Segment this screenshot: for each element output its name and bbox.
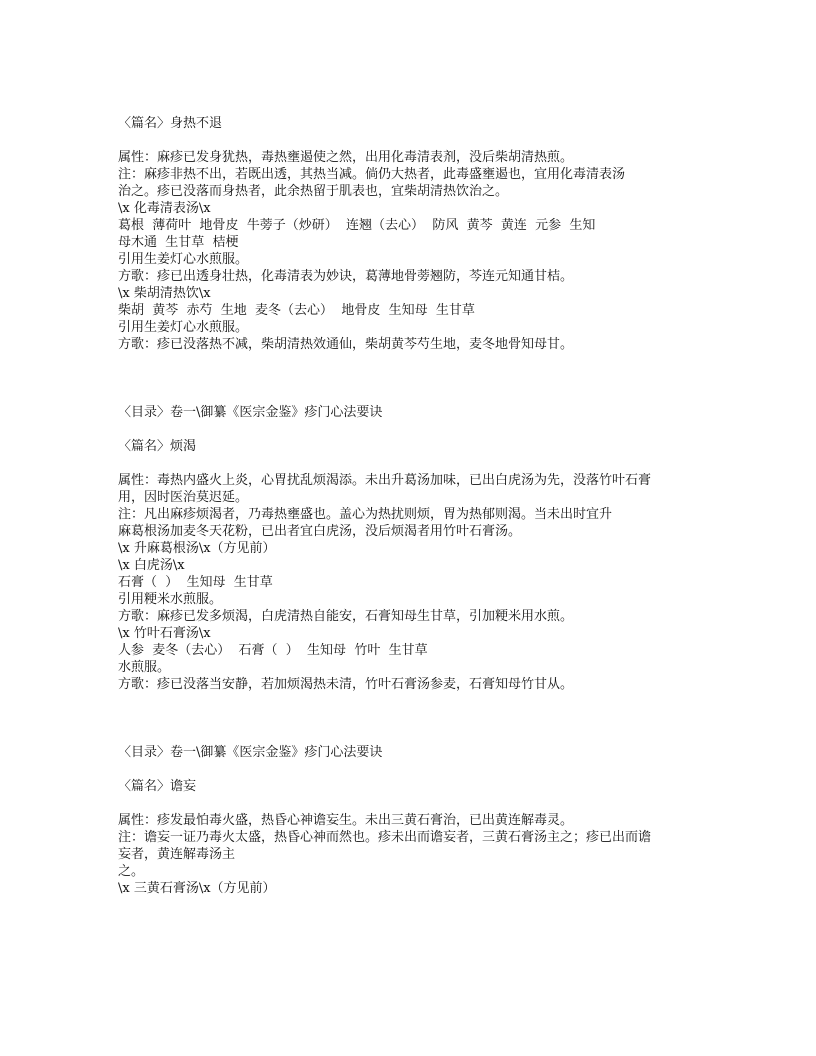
prescription-title: \x 三黄石膏汤\x（方见前）: [118, 881, 276, 896]
prescription-title: \x 白虎汤\x: [118, 558, 185, 573]
spacer: [118, 132, 678, 149]
ingredients-line: 母木通 生甘草 桔梗: [118, 235, 239, 250]
section-shenre: [118, 115, 678, 353]
chapter-title: 〈篇名〉谵妄: [118, 779, 197, 794]
text-line: 属性：麻疹已发身犹热，毒热壅遏使之然，出用化毒清表剂，没后柴胡清热煎。: [118, 150, 574, 165]
text-line: 属性：毒热内盛火上炎，心胃扰乱烦渴添。未出升葛汤加味，已出白虎汤为先，没落竹叶石膏: [118, 473, 652, 488]
text-line: 妄者，黄连解毒汤主: [118, 847, 236, 862]
ingredients-line: 葛根 薄荷叶 地骨皮 牛蒡子（炒研） 连翘（去心） 防风 黄芩 黄连 元参 生知: [118, 218, 596, 233]
verse-line: 方歌：麻疹已发多烦渴，白虎清热自能安，石膏知母生甘草，引加粳米用水煎。: [118, 609, 574, 624]
text-line: 注：谵妄一证乃毒火太盛，热昏心神而然也。疹未出而谵妄者，三黄石膏汤主之；疹已出而谵: [118, 830, 652, 845]
text-line: 引用粳米水煎服。: [118, 592, 223, 607]
chapter-title: 〈篇名〉身热不退: [118, 116, 223, 131]
chapter-title: 〈篇名〉烦渴: [118, 439, 197, 454]
verse-line: 方歌：疹已出透身壮热，化毒清表为妙诀，葛薄地骨蒡翘防，芩连元知通甘桔。: [118, 269, 574, 284]
text-line: 用，因时医治莫迟延。: [118, 490, 249, 505]
catalog-line: 〈目录〉卷一\御纂《医宗金鉴》疹门心法要诀: [118, 405, 383, 420]
spacer: [118, 761, 678, 778]
document-page: [118, 115, 678, 897]
section-spacer: [118, 353, 678, 404]
spacer: [118, 795, 678, 812]
verse-line: 方歌：疹已没落当安静，若加烦渴热未清，竹叶石膏汤参麦，石膏知母竹甘从。: [118, 677, 574, 692]
prescription-title: \x 竹叶石膏汤\x: [118, 626, 211, 641]
text-line: 麻葛根汤加麦冬天花粉，已出者宜白虎汤，没后烦渴者用竹叶石膏汤。: [118, 524, 522, 539]
text-line: 属性：疹发最怕毒火盛，热昏心神谵妄生。未出三黄石膏治，已出黄连解毒灵。: [118, 813, 574, 828]
prescription-title: \x 柴胡清热饮\x: [118, 286, 211, 301]
text-line: 水煎服。: [118, 660, 171, 675]
ingredients-line: 石膏（ ） 生知母 生甘草: [118, 575, 273, 590]
prescription-title: \x 化毒清表汤\x: [118, 201, 211, 216]
catalog-line: 〈目录〉卷一\御纂《医宗金鉴》疹门心法要诀: [118, 745, 383, 760]
ingredients-line: 柴胡 黄芩 赤芍 生地 麦冬（去心） 地骨皮 生知母 生甘草: [118, 303, 475, 318]
verse-line: 方歌：疹已没落热不减，柴胡清热效通仙，柴胡黄芩芍生地，麦冬地骨知母甘。: [118, 337, 574, 352]
text-line: 注：凡出麻疹烦渴者，乃毒热壅盛也。盖心为热扰则烦，胃为热郁则渴。当未出时宜升: [118, 507, 613, 522]
section-fanke: [118, 404, 678, 693]
spacer: [118, 421, 678, 438]
text-line: 引用生姜灯心水煎服。: [118, 320, 249, 335]
text-line: 注：麻疹非热不出，若既出透，其热当减。倘仍大热者，此毒盛壅遏也，宜用化毒清表汤: [118, 167, 626, 182]
spacer: [118, 455, 678, 472]
text-line: 之。: [118, 864, 145, 879]
section-spacer: [118, 693, 678, 744]
text-line: 治之。疹已没落而身热者，此余热留于肌表也，宜柴胡清热饮治之。: [118, 184, 509, 199]
ingredients-line: 人参 麦冬（去心） 石膏（ ） 生知母 竹叶 生甘草: [118, 643, 428, 658]
section-zhanwang: [118, 744, 678, 897]
text-line: 引用生姜灯心水煎服。: [118, 252, 249, 267]
prescription-title: \x 升麻葛根汤\x（方见前）: [118, 541, 276, 556]
